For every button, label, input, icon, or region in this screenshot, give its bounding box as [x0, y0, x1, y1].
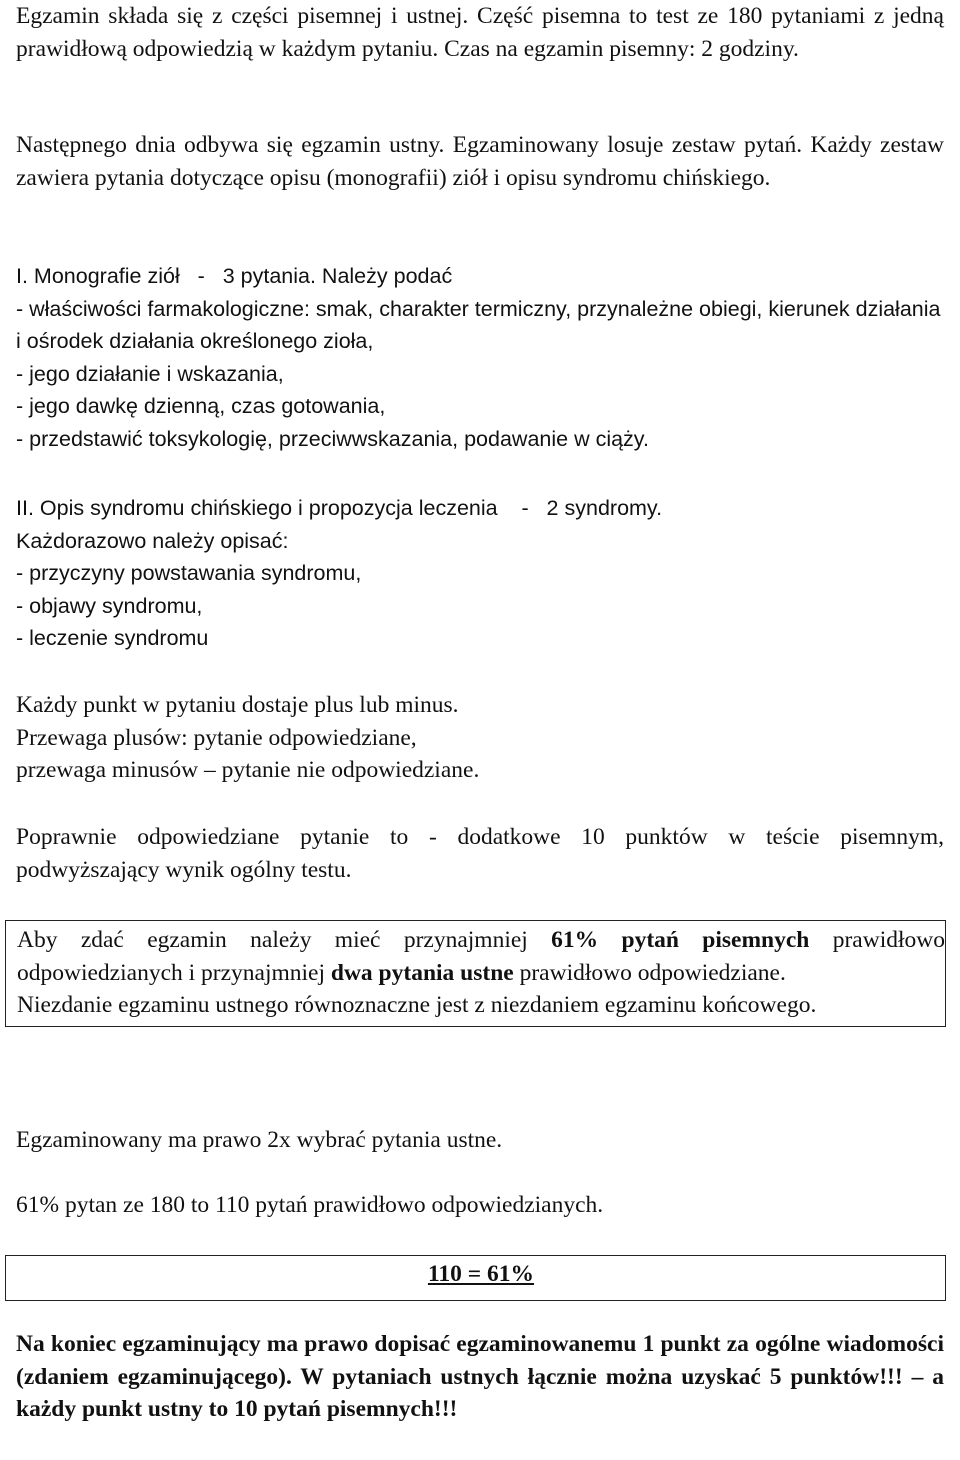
section-herb-monographs	[16, 260, 944, 455]
section-syndromes	[16, 492, 944, 655]
oral-exam-paragraph: Następnego dnia odbywa się egzamin ustny. Egzaminowany losuje zestaw pytań. Każdy zestaw zawiera pytania dotyczące opisu (monografii) ziół i opisu syndromu chińskiego.	[16, 132, 944, 191]
section2-item: - leczenie syndromu	[16, 626, 209, 650]
pass-requirements-box	[5, 920, 946, 1027]
calculation-note: 61% pytan ze 180 to 110 pytań prawidłowo odpowiedzianych.	[16, 1192, 604, 1218]
section1-text	[16, 260, 944, 293]
fail-condition-text: Niezdanie egzaminu ustnego równoznaczne jest z niezdaniem egzaminu końcowego.	[17, 992, 817, 1018]
equation-box	[5, 1255, 946, 1301]
final-paragraph: Na koniec egzaminujący ma prawo dopisać egzaminowanemu 1 punkt za ogólne wiadomości (zdaniem egzaminującego). W pytaniach ustnych łącznie można uzyskać 5 punktów!!! – a każdy punkt ustny to 10 pytań pisemnych!!!	[16, 1331, 944, 1422]
bonus-paragraph: Poprawnie odpowiedziane pytanie to - dodatkowe 10 punktów w teście pisemnym, podwyższający wynik ogólny testu.	[16, 824, 944, 883]
section2-heading: II. Opis syndromu chińskiego i propozycja leczenia - 2 syndromy.	[16, 496, 663, 520]
scoring-line: Każdy punkt w pytaniu dostaje plus lub minus.	[16, 692, 459, 718]
equation-text: 110 = 61%	[427, 1261, 535, 1287]
section1-heading-rest: Należy podać	[315, 264, 453, 288]
written-threshold: 61% pytań pisemnych	[551, 927, 810, 953]
section1-item: - właściwości farmakologiczne: smak, charakter termiczny, przynależne obiegi, kierunek działania i ośrodek działania określonego zioła,	[16, 296, 941, 353]
oral-threshold: dwa pytania ustne	[330, 959, 514, 986]
intro-paragraph: Egzamin składa się z części pisemnej i ustnej. Część pisemna to test ze 180 pytaniami z jedną prawidłową odpowiedzią w każdym pytaniu. Czas na egzamin pisemny: 2 godziny.	[16, 3, 944, 62]
section1-item: - jego działanie i wskazania,	[16, 361, 284, 386]
scoring-line: Przewaga plusów: pytanie odpowiedziane,	[16, 724, 417, 751]
section1-item: - jego dawkę dzienną, czas gotowania,	[16, 394, 386, 418]
pass-requirements-text: Aby zdać egzamin należy mieć przynajmniej 61% pytań pisemnych prawidłowo odpowiedzianych i przynajmniej dwa pytania ustne prawidłowo odpowiedziane.	[17, 927, 945, 986]
retry-note: Egzaminowany ma prawo 2x wybrać pytania ustne.	[16, 1127, 503, 1153]
scoring-line: przewaga minusów – pytanie nie odpowiedziane.	[16, 757, 480, 783]
section2-item: - przyczyny powstawania syndromu,	[16, 561, 362, 585]
section1-heading: I. Monografie ziół - 3 pytania.	[16, 264, 316, 288]
section1-item: - przedstawić toksykologię, przeciwwskazania, podawanie w ciąży.	[16, 426, 649, 451]
scoring-block	[16, 689, 944, 787]
section2-intro: Każdorazowo należy opisać:	[16, 528, 289, 553]
section2-item: - objawy syndromu,	[16, 593, 203, 618]
